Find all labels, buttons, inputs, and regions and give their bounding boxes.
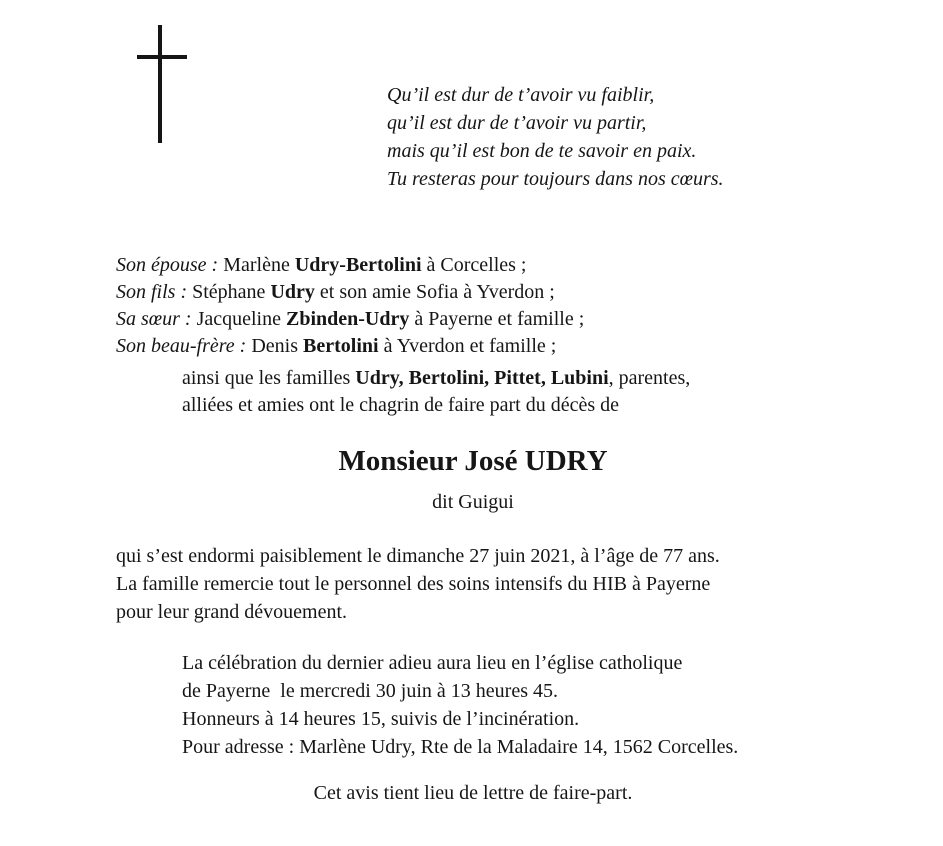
- death-notice: [116, 542, 720, 626]
- family-member-row: [116, 279, 584, 306]
- member-detail: à Yverdon et famille ;: [378, 335, 557, 357]
- families-paragraph-line: [182, 365, 690, 392]
- families-text: , parentes,: [608, 367, 691, 389]
- family-member-row: [116, 333, 584, 360]
- member-surname: Udry-Bertolini: [294, 254, 422, 276]
- families-names: Udry, Bertolini, Pittet, Lubini: [355, 367, 609, 389]
- ceremony-line: Honneurs à 14 heures 15, suivis de l’incinération.: [182, 708, 580, 730]
- ceremony-line: de Payerne le mercredi 30 juin à 13 heures 45.: [182, 680, 558, 702]
- poem-line: qu’il est dur de t’avoir vu partir,: [387, 112, 647, 134]
- relation-label: Sa sœur :: [116, 308, 197, 330]
- relation-label: Son beau-frère :: [116, 335, 252, 357]
- family-list: [116, 252, 584, 360]
- cross-horizontal-bar: [137, 55, 187, 59]
- ceremony-line: La célébration du dernier adieu aura lieu en l’église catholique: [182, 652, 683, 674]
- death-notice-line: qui s’est endormi paisiblement le dimanche 27 juin 2021, à l’âge de 77 ans.: [116, 545, 720, 567]
- member-surname: Zbinden-Udry: [285, 308, 410, 330]
- family-member-row: [116, 252, 584, 279]
- family-member-row: [116, 306, 584, 333]
- families-paragraph-line: alliées et amies ont le chagrin de faire part du décès de: [182, 394, 620, 416]
- member-firstname: Jacqueline: [196, 308, 286, 330]
- epitaph-poem: [387, 81, 724, 193]
- ceremony-details: [182, 649, 738, 761]
- member-firstname: Marlène: [223, 254, 295, 276]
- poem-line: Qu’il est dur de t’avoir vu faiblir,: [387, 84, 655, 106]
- families-paragraph: [182, 365, 690, 419]
- cross-vertical-bar: [158, 25, 162, 143]
- closing-note: Cet avis tient lieu de lettre de faire-part.: [313, 782, 633, 804]
- deceased-name: Monsieur José UDRY: [338, 445, 608, 477]
- relation-label: Son épouse :: [116, 254, 224, 276]
- ceremony-line: Pour adresse : Marlène Udry, Rte de la Maladaire 14, 1562 Corcelles.: [182, 736, 739, 758]
- cross-icon: [137, 25, 187, 143]
- member-detail: à Corcelles ;: [421, 254, 527, 276]
- death-notice-line: La famille remercie tout le personnel des soins intensifs du HIB à Payerne: [116, 573, 711, 595]
- families-text: ainsi que les familles: [182, 367, 356, 389]
- relation-label: Son fils :: [116, 281, 193, 303]
- member-detail: à Payerne et famille ;: [409, 308, 585, 330]
- member-firstname: Denis: [251, 335, 304, 357]
- member-detail: et son amie Sofia à Yverdon ;: [314, 281, 555, 303]
- poem-line: Tu resteras pour toujours dans nos cœurs.: [387, 168, 724, 190]
- member-surname: Udry: [270, 281, 315, 303]
- poem-line: mais qu’il est bon de te savoir en paix.: [387, 140, 697, 162]
- member-surname: Bertolini: [303, 335, 379, 357]
- death-notice-line: pour leur grand dévouement.: [116, 601, 348, 623]
- deceased-nickname: dit Guigui: [432, 491, 514, 513]
- member-firstname: Stéphane: [192, 281, 271, 303]
